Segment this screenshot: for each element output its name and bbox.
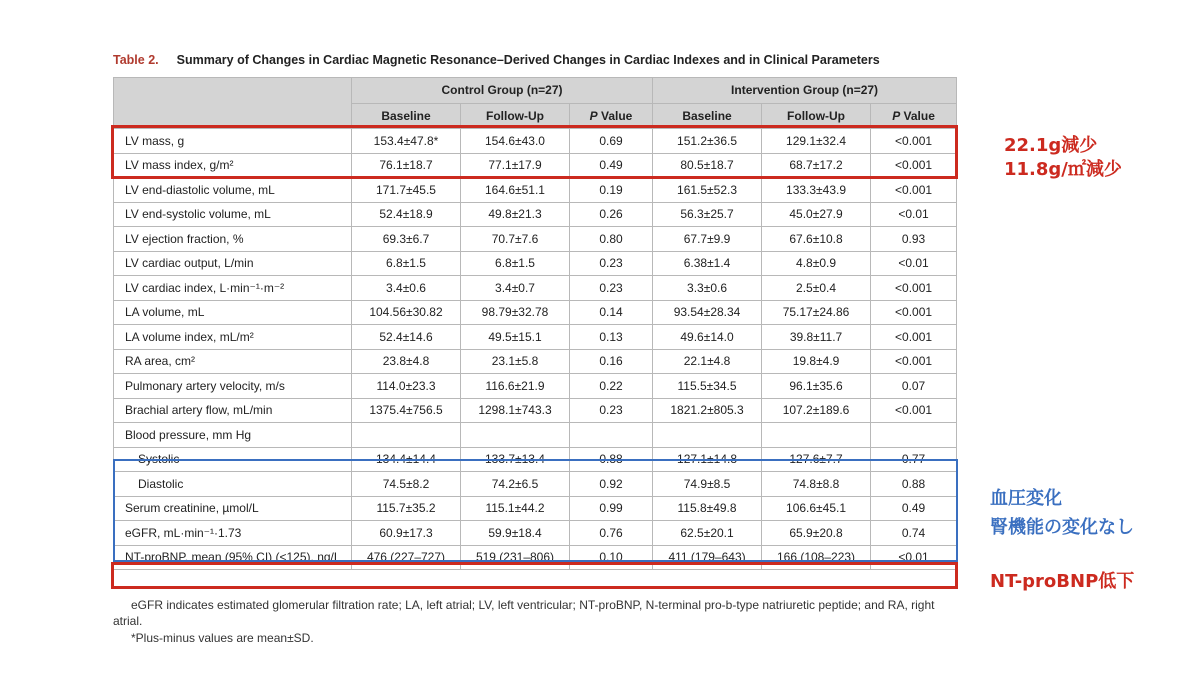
control-followup-cell: 98.79±32.78: [461, 300, 570, 325]
intervention-pvalue-cell: <0.001: [871, 276, 957, 301]
intervention-baseline-cell: 56.3±25.7: [653, 202, 762, 227]
row-label: Brachial artery flow, mL/min: [114, 398, 352, 423]
intervention-baseline-header: Baseline: [653, 103, 762, 129]
intervention-baseline-cell: 151.2±36.5: [653, 129, 762, 154]
control-followup-cell: 23.1±5.8: [461, 349, 570, 374]
control-baseline-cell: 171.7±45.5: [352, 178, 461, 203]
bnp-drop-note: NT-proBNP低下: [990, 571, 1135, 592]
control-baseline-cell: 52.4±14.6: [352, 325, 461, 350]
mass-drop-note: 22.1g減少: [1004, 135, 1098, 156]
control-baseline-cell: 23.8±4.8: [352, 349, 461, 374]
intervention-baseline-cell: 411 (179–643): [653, 545, 762, 570]
control-baseline-cell: 52.4±18.9: [352, 202, 461, 227]
table-row: [114, 423, 957, 448]
intervention-followup-cell: 107.2±189.6: [762, 398, 871, 423]
intervention-pvalue-cell: <0.01: [871, 251, 957, 276]
control-followup-cell: 164.6±51.1: [461, 178, 570, 203]
control-pvalue-cell: [570, 423, 653, 448]
control-pvalue-cell: 0.26: [570, 202, 653, 227]
intervention-pvalue-cell: <0.01: [871, 545, 957, 570]
intervention-baseline-cell: 3.3±0.6: [653, 276, 762, 301]
p-letter: P: [589, 108, 598, 123]
control-pvalue-cell: 0.22: [570, 374, 653, 399]
intervention-pvalue-cell: 0.88: [871, 472, 957, 497]
intervention-pvalue-cell: 0.74: [871, 521, 957, 546]
control-pvalue-cell: 0.69: [570, 129, 653, 154]
table-title: Summary of Changes in Cardiac Magnetic Resonance–Derived Changes in Cardiac Indexes and in Clinical Parameters: [176, 53, 880, 67]
intervention-followup-cell: 67.6±10.8: [762, 227, 871, 252]
row-label: LV cardiac output, L/min: [114, 251, 352, 276]
row-label: Diastolic: [114, 472, 352, 497]
table-row: [114, 251, 957, 276]
row-label: Blood pressure, mm Hg: [114, 423, 352, 448]
intervention-pvalue-cell: <0.01: [871, 202, 957, 227]
control-followup-cell: 49.8±21.3: [461, 202, 570, 227]
table-row: [114, 178, 957, 203]
row-label: eGFR, mL·min⁻¹·1.73: [114, 521, 352, 546]
control-pvalue-cell: 0.80: [570, 227, 653, 252]
table-row: [114, 521, 957, 546]
intervention-baseline-cell: 49.6±14.0: [653, 325, 762, 350]
row-label: Serum creatinine, µmol/L: [114, 496, 352, 521]
table-row: [114, 227, 957, 252]
intervention-baseline-cell: 74.9±8.5: [653, 472, 762, 497]
row-label: LV cardiac index, L·min⁻¹·m⁻²: [114, 276, 352, 301]
footnote-plusminus: *Plus-minus values are mean±SD.: [131, 631, 314, 645]
control-group-header: Control Group (n=27): [352, 78, 653, 104]
intervention-pvalue-cell: <0.001: [871, 349, 957, 374]
row-label: RA area, cm²: [114, 349, 352, 374]
table-body: [114, 129, 957, 570]
row-label: LV end-systolic volume, mL: [114, 202, 352, 227]
intervention-pvalue-header: [871, 103, 957, 129]
control-pvalue-cell: 0.14: [570, 300, 653, 325]
intervention-followup-cell: 19.8±4.9: [762, 349, 871, 374]
control-followup-cell: [461, 423, 570, 448]
intervention-pvalue-cell: <0.001: [871, 398, 957, 423]
control-followup-cell: 116.6±21.9: [461, 374, 570, 399]
intervention-pvalue-cell: 0.93: [871, 227, 957, 252]
control-pvalue-cell: 0.16: [570, 349, 653, 374]
intervention-baseline-cell: 80.5±18.7: [653, 153, 762, 178]
intervention-group-header: Intervention Group (n=27): [653, 78, 957, 104]
table-row: [114, 374, 957, 399]
control-baseline-cell: 60.9±17.3: [352, 521, 461, 546]
row-label: LV end-diastolic volume, mL: [114, 178, 352, 203]
intervention-followup-cell: 96.1±35.6: [762, 374, 871, 399]
control-followup-cell: 3.4±0.7: [461, 276, 570, 301]
renal-no-change-note: 腎機能の変化なし: [990, 517, 1134, 538]
intervention-pvalue-cell: <0.001: [871, 300, 957, 325]
intervention-baseline-cell: 6.38±1.4: [653, 251, 762, 276]
intervention-pvalue-cell: [871, 423, 957, 448]
table-caption: [113, 53, 880, 67]
control-pvalue-cell: 0.76: [570, 521, 653, 546]
intervention-pvalue-cell: 0.77: [871, 447, 957, 472]
table-row: [114, 398, 957, 423]
control-followup-cell: 133.7±13.4: [461, 447, 570, 472]
intervention-followup-cell: 106.6±45.1: [762, 496, 871, 521]
table-row: [114, 447, 957, 472]
p-letter: P: [892, 108, 901, 123]
control-followup-cell: 59.9±18.4: [461, 521, 570, 546]
intervention-baseline-cell: [653, 423, 762, 448]
row-label: Systolic: [114, 447, 352, 472]
intervention-followup-cell: 129.1±32.4: [762, 129, 871, 154]
control-pvalue-header: [570, 103, 653, 129]
table-row: [114, 545, 957, 570]
intervention-followup-cell: 2.5±0.4: [762, 276, 871, 301]
intervention-baseline-cell: 115.8±49.8: [653, 496, 762, 521]
intervention-followup-cell: 133.3±43.9: [762, 178, 871, 203]
control-baseline-cell: 115.7±35.2: [352, 496, 461, 521]
intervention-pvalue-cell: <0.001: [871, 129, 957, 154]
table-row: [114, 472, 957, 497]
row-label: LA volume, mL: [114, 300, 352, 325]
value-word: Value: [597, 108, 633, 123]
table-row: [114, 153, 957, 178]
intervention-followup-cell: [762, 423, 871, 448]
table-row: [114, 496, 957, 521]
intervention-followup-cell: 166 (108–223): [762, 545, 871, 570]
control-pvalue-cell: 0.88: [570, 447, 653, 472]
intervention-followup-cell: 74.8±8.8: [762, 472, 871, 497]
control-followup-cell: 115.1±44.2: [461, 496, 570, 521]
table-row: [114, 202, 957, 227]
control-baseline-cell: 6.8±1.5: [352, 251, 461, 276]
footnote-abbreviations: eGFR indicates estimated glomerular filtration rate; LA, left atrial; LV, left ventricular; NT-proBNP, N-terminal pro-b-type natriuretic peptide; and RA, right atrial.: [113, 598, 935, 628]
row-label: LV mass index, g/m²: [114, 153, 352, 178]
control-baseline-cell: 114.0±23.3: [352, 374, 461, 399]
control-followup-cell: 70.7±7.6: [461, 227, 570, 252]
table-row: [114, 129, 957, 154]
control-followup-cell: 519 (231–806): [461, 545, 570, 570]
control-pvalue-cell: 0.10: [570, 545, 653, 570]
header-corner-cell: [114, 78, 352, 129]
intervention-followup-cell: 75.17±24.86: [762, 300, 871, 325]
control-baseline-cell: 134.4±14.4: [352, 447, 461, 472]
intervention-followup-cell: 45.0±27.9: [762, 202, 871, 227]
control-pvalue-cell: 0.99: [570, 496, 653, 521]
results-table: [113, 77, 957, 570]
intervention-baseline-cell: 62.5±20.1: [653, 521, 762, 546]
intervention-followup-cell: 4.8±0.9: [762, 251, 871, 276]
intervention-baseline-cell: 1821.2±805.3: [653, 398, 762, 423]
control-baseline-cell: 3.4±0.6: [352, 276, 461, 301]
control-baseline-cell: 69.3±6.7: [352, 227, 461, 252]
control-followup-cell: 74.2±6.5: [461, 472, 570, 497]
intervention-baseline-cell: 67.7±9.9: [653, 227, 762, 252]
table-row: [114, 300, 957, 325]
intervention-followup-cell: 68.7±17.2: [762, 153, 871, 178]
row-label: LV mass, g: [114, 129, 352, 154]
value-word: Value: [900, 108, 935, 123]
intervention-followup-header: Follow-Up: [762, 103, 871, 129]
control-pvalue-cell: 0.13: [570, 325, 653, 350]
intervention-baseline-cell: 22.1±4.8: [653, 349, 762, 374]
control-baseline-cell: 76.1±18.7: [352, 153, 461, 178]
control-pvalue-cell: 0.19: [570, 178, 653, 203]
group-header-row: [114, 78, 957, 104]
control-followup-header: Follow-Up: [461, 103, 570, 129]
intervention-pvalue-cell: <0.001: [871, 153, 957, 178]
table-row: [114, 325, 957, 350]
bp-change-note: 血圧変化: [990, 488, 1062, 509]
intervention-baseline-cell: 115.5±34.5: [653, 374, 762, 399]
intervention-followup-cell: 39.8±11.7: [762, 325, 871, 350]
intervention-pvalue-cell: <0.001: [871, 178, 957, 203]
row-label: LA volume index, mL/m²: [114, 325, 352, 350]
control-followup-cell: 77.1±17.9: [461, 153, 570, 178]
control-pvalue-cell: 0.23: [570, 276, 653, 301]
control-pvalue-cell: 0.49: [570, 153, 653, 178]
control-pvalue-cell: 0.92: [570, 472, 653, 497]
table-row: [114, 349, 957, 374]
control-followup-cell: 154.6±43.0: [461, 129, 570, 154]
intervention-pvalue-cell: 0.49: [871, 496, 957, 521]
control-pvalue-cell: 0.23: [570, 398, 653, 423]
table-row: [114, 276, 957, 301]
row-label: Pulmonary artery velocity, m/s: [114, 374, 352, 399]
control-pvalue-cell: 0.23: [570, 251, 653, 276]
control-baseline-cell: [352, 423, 461, 448]
table-number: Table 2.: [113, 53, 159, 67]
control-baseline-header: Baseline: [352, 103, 461, 129]
intervention-baseline-cell: 161.5±52.3: [653, 178, 762, 203]
intervention-baseline-cell: 127.1±14.8: [653, 447, 762, 472]
mass-index-drop-note: 11.8g/㎡減少: [1004, 159, 1122, 180]
control-followup-cell: 6.8±1.5: [461, 251, 570, 276]
control-baseline-cell: 153.4±47.8*: [352, 129, 461, 154]
control-followup-cell: 49.5±15.1: [461, 325, 570, 350]
intervention-baseline-cell: 93.54±28.34: [653, 300, 762, 325]
control-baseline-cell: 476 (227–727): [352, 545, 461, 570]
control-baseline-cell: 1375.4±756.5: [352, 398, 461, 423]
intervention-followup-cell: 65.9±20.8: [762, 521, 871, 546]
row-label: NT-proBNP, mean (95% CI) (<125), ng/L: [114, 545, 352, 570]
intervention-followup-cell: 127.6±7.7: [762, 447, 871, 472]
intervention-pvalue-cell: 0.07: [871, 374, 957, 399]
row-label: LV ejection fraction, %: [114, 227, 352, 252]
control-baseline-cell: 104.56±30.82: [352, 300, 461, 325]
intervention-pvalue-cell: <0.001: [871, 325, 957, 350]
control-baseline-cell: 74.5±8.2: [352, 472, 461, 497]
control-followup-cell: 1298.1±743.3: [461, 398, 570, 423]
